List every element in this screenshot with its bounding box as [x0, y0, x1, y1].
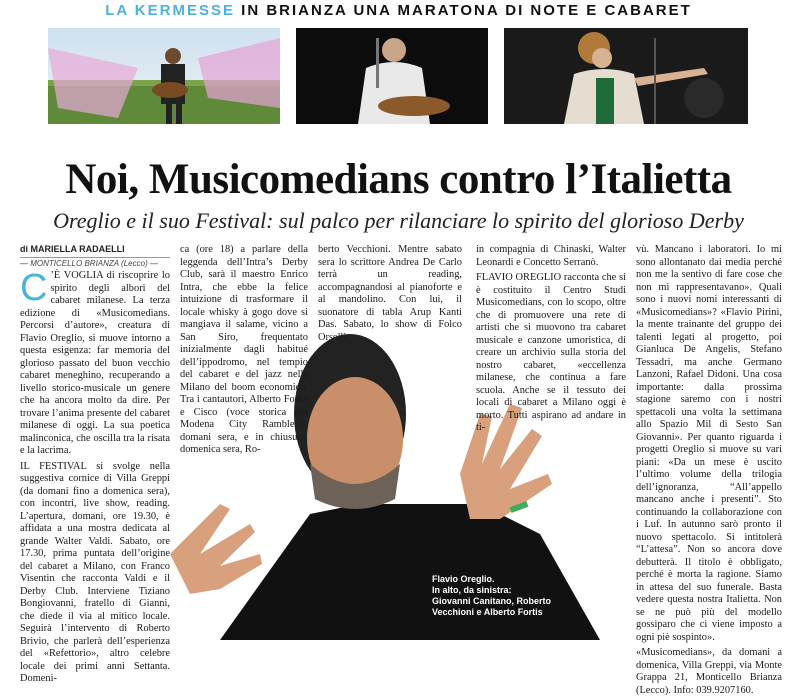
article-paragraph: berto Vecchioni. Mentre sabato sera lo scrittore Andrea De Carlo terrà un reading, accompagnandosi al pianoforte e al mandolino. Con lui, il suonatore di tabla Arup Kanti Das. Sabato, lo show di Folco Orselli,: [318, 244, 462, 343]
article-column-5: [636, 244, 782, 700]
article-paragraph: in compagnia di Chinaski, Walter Leonardi e Concetto Serranò.: [476, 244, 626, 268]
article-paragraph: C ’È VOGLIA di riscoprire lo spirito degli albori del cabaret milanese. La terza edizione di «Musicomedians. Percorsi d’autore», creatura di Flavio Oreglio, si muove intorno a questa esigenza: far memoria del glorioso passato del buon vecchio cabaret meneghino, recuperando a livello storico-musicale un genere che ha ancora molto da dire. Per trovare l’anima presente del cabaret milanese di oggi. La sua poetica malinconica, che oscilla tra la risata e la lacrima.: [20, 267, 170, 456]
info-box: «Musicomedians», da domani a domenica, Villa Greppi, via Monte Grappa 21, Monticello Brianza (Lecco). Info: 039.9207160.: [636, 647, 782, 696]
article-column-2: [180, 244, 308, 460]
photo-caption: [432, 574, 552, 618]
article-paragraph: FLAVIO OREGLIO racconta che si è costituito il Centro Studi Musicomedians, con lo scopo, oltre che di promuovere una rete di artisti che si muovono tra cabaret musicale e canzone umoristica, di creare un archivio sulla storia del nostro cabaret, «eccellenza milanese, che continua a fare scuola. Anche se il tessuto dei locali di cabaret a Milano oggi è morto. Tutti aspirano ad andare in ti-: [476, 272, 626, 433]
article-column-1: [20, 267, 170, 689]
photo-performer-stage: [504, 28, 748, 124]
article-paragraph: vù. Mancano i laboratori. Io mi sono allontanato dai media perché non me la sentivo di fare cose che non mi rappresentavano». Quali sono i nuovi nomi interessanti di «Musicomedians»? «Flavio Pirini, la mente trainante del gruppo dei talenti legati al progetto, poi Gianluca De Angelis, Stefano Tessadri, ma anche Germano Lanzoni, Rafael Didoni. Una cosa importante: dalla prossima stagione saremo con i nostri spettacoli una volta la settimana allo Spazio Mil di Sesto San Giovanni». Per quanto riguarda i progetti Oreglio si muove su vari piani: «Da un mese è uscito l’ultimo volume della trilogia dell’ignoranza, “All’appello mancano anche i presenti”. Sto continuando la collaborazione con i Luf. In autunno sarò pronto il nuovo spettacolo. Si intitolerà “L’attesa”. Non so ancora dove debutterà. Il titolo è obbligato, perché è morta la ragione. Siamo in attesa del suo funerale. Basta vedere questa nostra Italietta. Non se ne può più del modello gossiparo che ci viene imposto a ogni piè sospinto».: [636, 244, 782, 643]
article-column-4: [476, 244, 626, 438]
kicker-label: LA KERMESSE: [105, 2, 235, 19]
subheadline: Oreglio e il suo Festival: sul palco per rilanciare lo spirito del glorioso Derby: [53, 208, 744, 233]
dropcap: C: [20, 267, 48, 309]
article-paragraph: IL FESTIVAL si svolge nella suggestiva cornice di Villa Greppi (da domani fino a domenica sera), con incontri, live show, reading. L’apertura, domani, ore 19.30, è affidata a una mostra dedicata al grande Walter Valdi. Sabato, ore 17.30, prima puntata dell’origine del cabaret a Milano, con Franco Visentin che racconta Valdi e il Derby Club. Interviene Tiziano Bongiovanni, fratello di Gianni, che diede il via al mitico locale. Seguirà l’intervento di Roberto Brivio, che parlerà dell’esperienza del «Refettorio», altro celebre locale dei primi anni Settanta. Domeni-: [20, 460, 170, 684]
caption-title: Flavio Oreglio.: [432, 574, 495, 584]
kicker-title: IN BRIANZA UNA MARATONA DI NOTE E CABARET: [241, 2, 692, 19]
article-paragraph: ca (ore 18) a parlare della leggenda dell’Intra’s Derby Club, sarà il maestro Enrico Intra, che ebbe la felice intuizione di trasformare il locale whisky à gogo dove si mangiava il salame, vicino a San Siro, frequentato inizialmente dagli habitué dell’ippodromo, nel tempio del cabaret e del jazz nella Milano del boom economico. Tra i cantautori, Alberto Fortis e Cisco (voce storica dei Modena City Ramblers), domani sera, e in chiusura, domenica sera, Ro-: [180, 244, 308, 455]
article-column-3: [318, 244, 462, 347]
photo-singer-guitar: [296, 28, 488, 124]
headline: Noi, Musicomedians contro l’Italietta: [65, 156, 732, 203]
byline-author: di MARIELLA RADAELLI: [20, 244, 125, 254]
kicker: [0, 2, 797, 19]
byline-place: — MONTICELLO BRIANZA (Lecco) —: [20, 257, 170, 268]
photo-guitarist-field: [48, 28, 280, 124]
caption-text: In alto, da sinistra: Giovanni Canitano, Roberto Vecchioni e Alberto Fortis: [432, 585, 552, 617]
